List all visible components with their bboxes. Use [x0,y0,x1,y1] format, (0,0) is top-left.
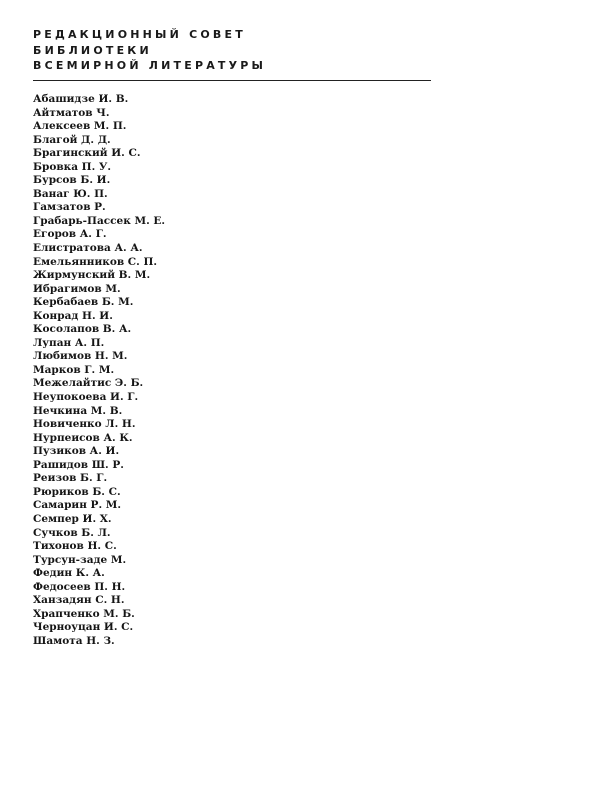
board-member: Рюриков Б. С. [33,485,121,498]
board-member: Турсун-заде М. [33,553,127,566]
board-member: Алексеев М. П. [33,120,127,133]
heading-line-2: БИБЛИОТЕКИ [33,43,152,57]
board-member: Сучков Б. Л. [33,526,111,539]
board-member: Конрад Н. И. [33,309,113,322]
board-member: Федосеев П. Н. [33,580,126,593]
board-member: Черноуцан И. С. [33,621,134,634]
board-member: Шамота Н. З. [33,634,115,647]
board-member: Новиченко Л. Н. [33,418,136,431]
board-members-list [33,93,165,648]
editorial-board-heading [33,27,433,74]
board-member: Нечкина М. В. [33,404,123,417]
board-member: Благой Д. Д. [33,133,111,146]
board-member: Марков Г. М. [33,363,115,376]
board-member: Жирмунский В. М. [33,269,151,282]
board-member: Любимов Н. М. [33,350,128,363]
board-member: Грабарь-Пассек М. Е. [33,214,166,227]
board-member: Бурсов Б. И. [33,174,111,187]
board-member: Тихонов Н. С. [33,540,117,553]
board-member: Федин К. А. [33,567,105,580]
board-member: Емельянников С. П. [33,255,158,268]
board-member: Брагинский И. С. [33,147,141,160]
board-member: Ибрагимов М. [33,282,121,295]
board-member: Храпченко М. Б. [33,607,135,620]
board-member: Нурпеисов А. К. [33,431,133,444]
board-member: Кербабаев Б. М. [33,296,134,309]
board-member: Айтматов Ч. [33,106,110,119]
board-member: Реизов Б. Г. [33,472,108,485]
board-member: Рашидов Ш. Р. [33,458,124,471]
board-member: Лупан А. П. [33,336,105,349]
board-member: Межелайтис Э. Б. [33,377,144,390]
board-member: Елистратова А. А. [33,242,143,255]
board-member: Косолапов В. А. [33,323,132,336]
board-member: Бровка П. У. [33,160,112,173]
board-member: Гамзатов Р. [33,201,106,214]
heading-line-3: ВСЕМИРНОЙ ЛИТЕРАТУРЫ [33,59,267,72]
board-member: Ханзадян С. Н. [33,594,125,607]
board-member: Самарин Р. М. [33,499,122,512]
board-member: Пузиков А. И. [33,445,120,458]
board-member: Егоров А. Г. [33,228,107,241]
board-member: Семпер И. Х. [33,512,112,525]
board-member: Абашидзе И. В. [33,93,129,105]
board-member: Неупокоева И. Г. [33,391,139,404]
heading-line-1: РЕДАКЦИОННЫЙ СОВЕТ [33,28,246,41]
board-member: Ванаг Ю. П. [33,187,108,200]
heading-divider [33,80,431,81]
